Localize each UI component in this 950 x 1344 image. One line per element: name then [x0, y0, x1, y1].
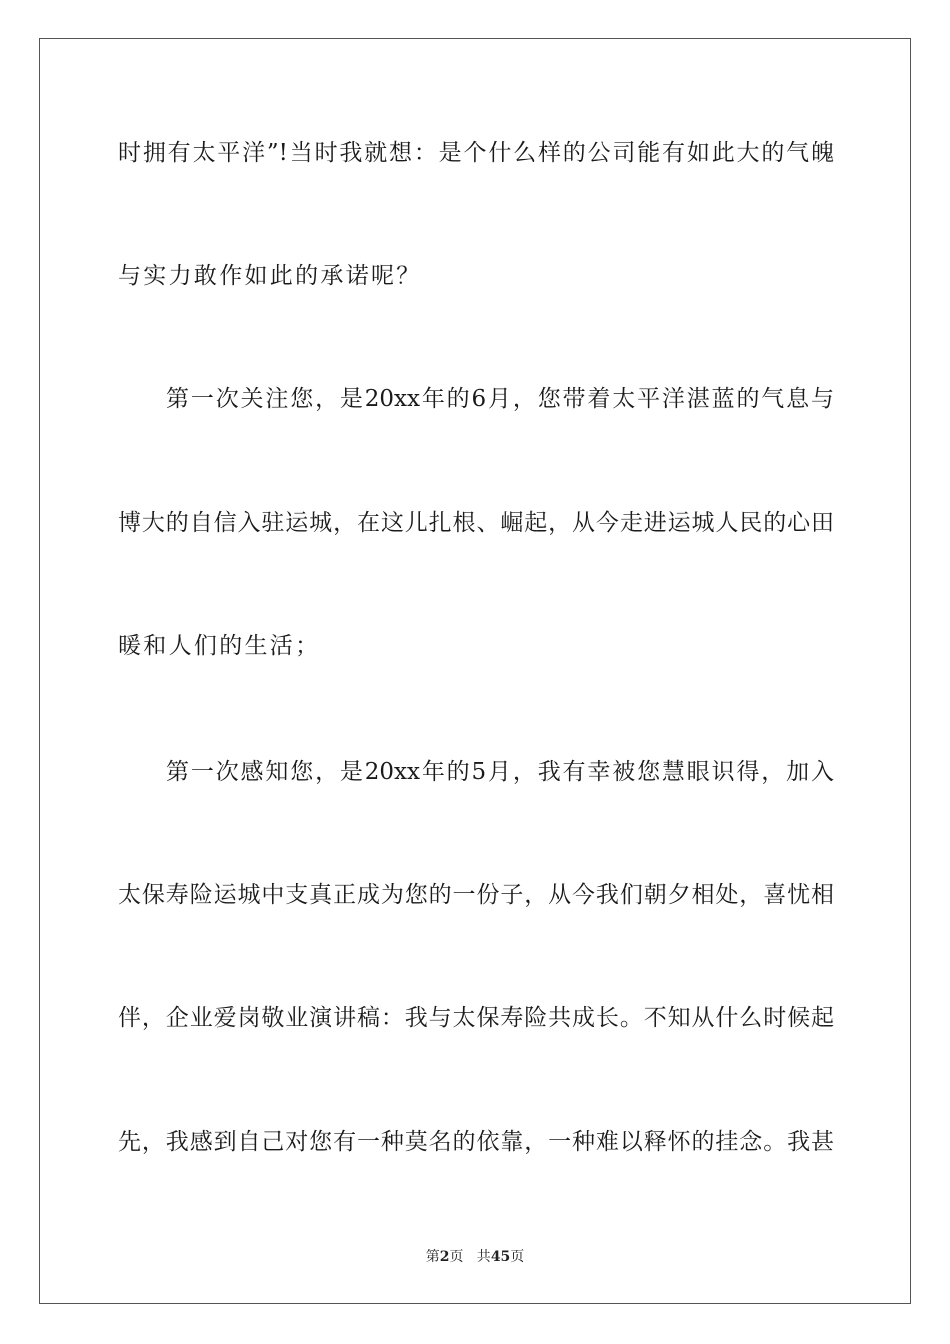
body-line-7: 太保寿险运城中支真正成为您的一份子，从今我们朝夕相处，喜忧相 — [118, 882, 834, 908]
current-page-number: 2 — [439, 1249, 450, 1265]
footer-suffix: 页 — [510, 1249, 525, 1265]
body-line-8: 伴，企业爱岗敬业演讲稿：我与太保寿险共成长。不知从什么时候起 — [118, 1005, 834, 1031]
page-footer — [0, 1248, 950, 1266]
body-line-6: 第一次感知您，是20xx年的5月，我有幸被您慧眼识得，加入 — [166, 759, 834, 785]
footer-prefix: 第 — [425, 1249, 440, 1265]
body-line-9: 先，我感到自己对您有一种莫名的依靠，一种难以释怀的挂念。我甚 — [118, 1129, 834, 1155]
body-line-5: 暖和人们的生活； — [118, 633, 321, 659]
page-border — [39, 38, 911, 1304]
body-line-2: 与实力敢作如此的承诺呢？ — [118, 263, 422, 289]
footer-middle: 页 共 — [449, 1249, 491, 1265]
total-pages-number: 45 — [490, 1249, 511, 1265]
body-line-1: 时拥有太平洋”!当时我就想：是个什么样的公司能有如此大的气魄 — [118, 140, 834, 166]
body-line-4: 博大的自信入驻运城，在这儿扎根、崛起，从今走进运城人民的心田 — [118, 510, 834, 536]
body-line-3: 第一次关注您，是20xx年的6月，您带着太平洋湛蓝的气息与 — [166, 386, 834, 412]
